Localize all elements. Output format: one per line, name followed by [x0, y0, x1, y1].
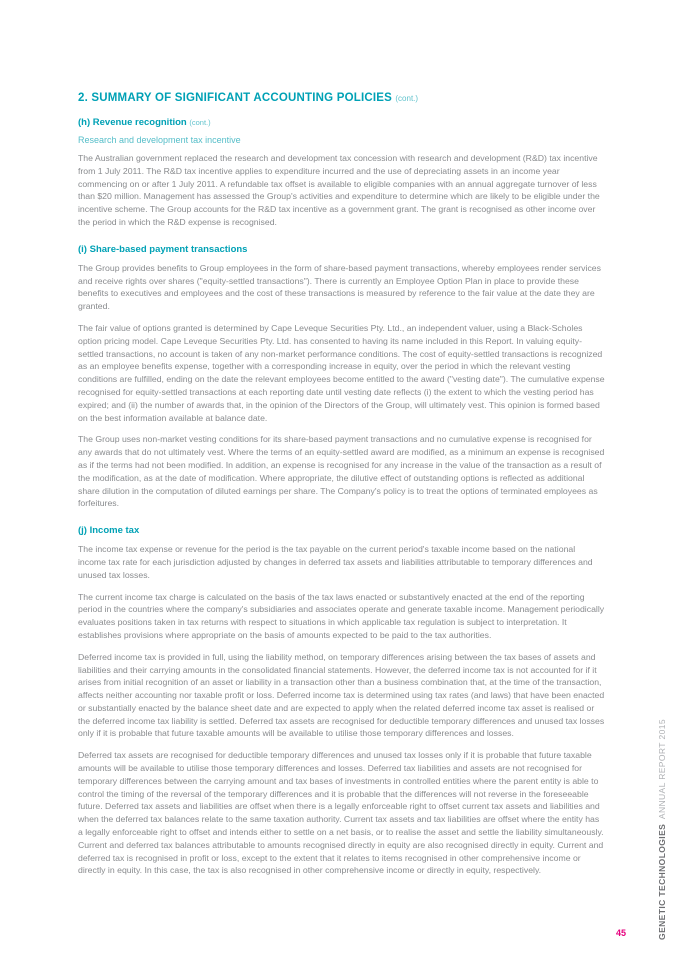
- page-title: [78, 92, 605, 104]
- paragraph: Deferred tax assets are recognised for deductible temporary differences and unused tax losses only if it is probable that future taxable amounts will be available to utilise those temporary differences and losses. Deferred tax liabilities and assets are not recognised for temporary differences between the carrying amount and tax bases of investments in controlled entities where the parent entity is able to control the timing of the reversal of the temporary differences and it is probable that the differences will not reverse in the foreseeable future. Deferred tax assets and liabilities are offset when there is a legally enforceable right to offset current tax assets and liabilities and when the deferred tax balances relate to the same taxation authority. Current tax assets and tax liabilities are offset where the entity has a legally enforceable right to offset and intends either to settle on a net basis, or to realise the asset and settle the liability simultaneously. Current and deferred tax balances attributable to amounts recognised directly in equity are also recognised directly in equity. Current and deferred tax is recognised in profit or loss, except to the extent that it relates to items recognised in other comprehensive income or directly in equity. In this case, the tax is also recognised in other comprehensive income or directly in equity, respectively.: [78, 750, 604, 876]
- section-heading-cont-label: (cont.): [189, 118, 211, 127]
- page-number: 45: [615, 928, 626, 938]
- page-title-cont-label: (cont.): [395, 94, 419, 103]
- page-content: [78, 92, 605, 886]
- spine-report-text: ANNUAL REPORT 2015: [657, 719, 667, 820]
- subsection-heading-rd-tax-incentive: Research and development tax incentive: [78, 135, 241, 145]
- paragraph: The fair value of options granted is determined by Cape Leveque Securities Pty. Ltd., an independent valuer, using a Black-Scholes option pricing model. Cape Leveque Securities Pty. Ltd. has consented to having its name included in this Report. In valuing equity-settled transactions, no account is taken of any non-market performance conditions. The cost of equity-settled transactions is recognized as an employee benefits expense, together with a corresponding increase in equity, over the period in which the relevant vesting conditions are fulfilled, ending on the date the relevant employees become entitled to the award ("vesting date"). The cumulative expense recognised for equity-settled transactions at each reporting date until vesting date reflects (i) the extent to which the vesting period has expired; and (ii) the number of awards that, in the opinion of the Directors of the Group, will ultimately vest. This opinion is formed based on the best information available at balance date.: [78, 322, 605, 423]
- section-heading-share-based-payments: (i) Share-based payment transactions: [78, 243, 248, 255]
- page-title-text: 2. SUMMARY OF SIGNIFICANT ACCOUNTING POLICIES: [78, 92, 392, 104]
- paragraph: The Group uses non-market vesting conditions for its share-based payment transactions and no cumulative expense is recognised for any awards that do not ultimately vest. Where the terms of an equity-settled award are modified, as a minimum an expense is recognised as if the terms had not been modified. In addition, an expense is recognised for any increase in the value of the transaction as a result of the modification, as at the date of modification. Where appropriate, the dilutive effect of outstanding options is reflected as additional share dilution in the computation of diluted earnings per share. The Company's policy is to treat the options of terminated employees as forfeitures.: [78, 434, 605, 509]
- section-heading-revenue-recognition: [78, 117, 605, 128]
- paragraph: The current income tax charge is calculated on the basis of the tax laws enacted or substantively enacted at the end of the reporting period in the countries where the company's subsidiaries and associates operate and generate taxable income. Management periodically evaluates positions taken in tax returns with respect to situations in which applicable tax regulation is subject to interpretation. It establishes provisions where appropriate on the basis of amounts expected to be paid to the tax authorities.: [78, 591, 605, 640]
- section-share-based-payments: [78, 244, 605, 510]
- section-income-tax: [78, 525, 605, 877]
- section-heading-text: (h) Revenue recognition: [78, 117, 187, 128]
- section-revenue-recognition: [78, 117, 605, 229]
- spine-brand-text: GENETIC TECHNOLOGIES: [657, 823, 667, 940]
- paragraph: The Group provides benefits to Group employees in the form of share-based payment transactions, whereby employees render services and receive rights over shares ("equity-settled transactions"). There is currently an Employee Option Plan in place to provide these benefits to executives and employees and the cost of these transactions is measured by reference to the fair value at the date they are granted.: [78, 262, 601, 312]
- paragraph: Deferred income tax is provided in full, using the liability method, on temporary differences arising between the tax bases of assets and liabilities and their carrying amounts in the consolidated financial statements. However, the deferred income tax is not accounted for if it arises from initial recognition of an asset or liability in a transaction other than a business combination that, at the time of the transaction, affects neither accounting nor taxable profit or loss. Deferred income tax is determined using tax rates (and laws) that have been enacted or substantially enacted by the balance sheet date and are expected to apply when the related deferred income tax asset is realised or the deferred income tax liability is settled. Deferred tax assets are recognised for deductible temporary differences and unused tax losses only if it is probable that future taxable amounts will be available to utilise those temporary differences and losses.: [78, 651, 605, 739]
- section-heading-income-tax: (j) Income tax: [78, 525, 140, 537]
- paragraph: The income tax expense or revenue for the period is the tax payable on the current period's taxable income based on the national income tax rate for each jurisdiction adjusted by changes in deferred tax assets and liabilities attributable to temporary differences and unused tax losses.: [78, 544, 593, 580]
- report-spine-caption: [657, 719, 667, 940]
- paragraph: The Australian government replaced the research and development tax concession with research and development (R&D) tax incentive from 1 July 2011. The R&D tax incentive applies to expenditure incurred and the use of depreciating assets in an income year commencing on or after 1 July 2011. A refundable tax offset is available to eligible companies with an annual aggregate turnover of less than $20 million. Management has assessed the Group's activities and expenditure to determine which are likely to be eligible under the incentive scheme. The Group accounts for the R&D tax incentive as a government grant. The grant is recognised as other income over the period in which the R&D expense is recognised.: [78, 153, 600, 227]
